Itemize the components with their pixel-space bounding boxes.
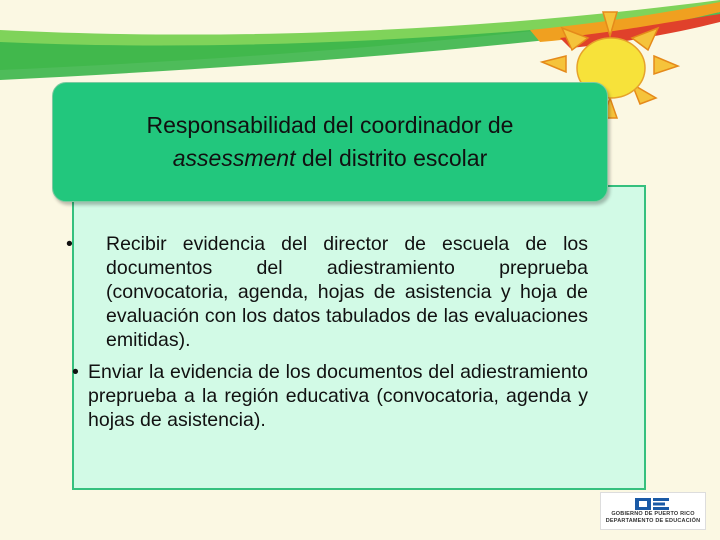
department-logo bbox=[600, 492, 706, 530]
bullet-marker: • bbox=[72, 361, 79, 383]
title-italic-term: assessment bbox=[172, 145, 296, 171]
title-line-1: Responsabilidad del coordinador de bbox=[146, 112, 514, 138]
list-item bbox=[72, 360, 588, 432]
logo-line-2: DEPARTAMENTO DE EDUCACIÓN bbox=[605, 518, 701, 524]
title-line-2 bbox=[173, 142, 487, 175]
de-logo-icon bbox=[635, 497, 671, 511]
title-line-2-rest: del distrito escolar bbox=[295, 145, 488, 171]
bullet-marker: • bbox=[66, 233, 73, 255]
list-item bbox=[66, 232, 588, 352]
slide-title bbox=[52, 82, 608, 202]
bullet-list bbox=[66, 232, 588, 432]
bullet-text: Recibir evidencia del director de escuela de los documentos del adiestramiento preprueba (convocatoria, agenda, hojas de asistencia y hoja de evaluación con los datos tabulados de las evaluaciones emitidas). bbox=[106, 233, 588, 351]
bullet-text: Enviar la evidencia de los documentos del adiestramiento preprueba a la región educativa (convocatoria, agenda y hojas de asistencia). bbox=[88, 361, 588, 431]
logo-line-1: GOBIERNO DE PUERTO RICO bbox=[611, 511, 695, 517]
